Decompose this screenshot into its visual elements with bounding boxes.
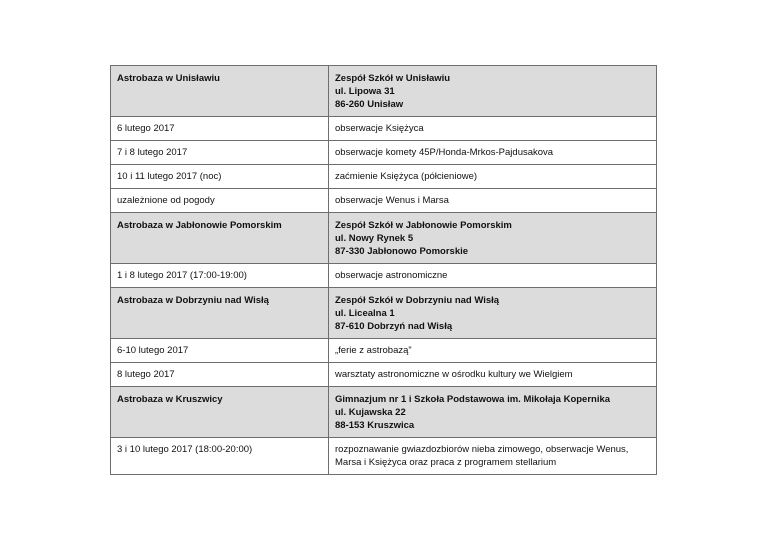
section-header-row	[111, 288, 657, 339]
event-activity: obserwacje Księżyca	[329, 117, 657, 141]
venue-address	[329, 66, 657, 117]
event-row	[111, 264, 657, 288]
event-date: uzależnione od pogody	[111, 189, 329, 213]
event-activity: obserwacje astronomiczne	[329, 264, 657, 288]
address-line: Zespół Szkół w Unisławiu	[335, 73, 451, 84]
venue-address	[329, 288, 657, 339]
address-line: ul. Kujawska 22	[335, 407, 406, 418]
venue-name: Astrobaza w Kruszwicy	[111, 387, 329, 438]
address-line: ul. Licealna 1	[335, 308, 395, 319]
address-line: 88-153 Kruszwica	[335, 420, 415, 431]
address-line: 87-330 Jabłonowo Pomorskie	[335, 246, 469, 257]
event-activity: „ferie z astrobazą”	[329, 339, 657, 363]
address-line: 86-260 Unisław	[335, 99, 404, 110]
section-header-row	[111, 387, 657, 438]
event-activity: warsztaty astronomiczne w ośrodku kultury we Wielgiem	[329, 363, 657, 387]
event-row	[111, 165, 657, 189]
event-date: 8 lutego 2017	[111, 363, 329, 387]
event-date: 7 i 8 lutego 2017	[111, 141, 329, 165]
event-date: 10 i 11 lutego 2017 (noc)	[111, 165, 329, 189]
venue-address	[329, 387, 657, 438]
address-line: Gimnazjum nr 1 i Szkoła Podstawowa im. Mikołaja Kopernika	[335, 394, 611, 405]
document-page	[110, 65, 656, 475]
event-activity: obserwacje Wenus i Marsa	[329, 189, 657, 213]
address-line: Zespół Szkół w Jabłonowie Pomorskim	[335, 220, 512, 231]
address-line: ul. Lipowa 31	[335, 86, 395, 97]
event-row	[111, 117, 657, 141]
event-activity: zaćmienie Księżyca (półcieniowe)	[329, 165, 657, 189]
section-header-row	[111, 213, 657, 264]
address-line: 87-610 Dobrzyń nad Wisłą	[335, 321, 453, 332]
event-row	[111, 363, 657, 387]
event-row	[111, 339, 657, 363]
address-line: ul. Nowy Rynek 5	[335, 233, 414, 244]
section-header-row	[111, 66, 657, 117]
schedule-table	[110, 65, 657, 475]
event-date: 6 lutego 2017	[111, 117, 329, 141]
event-date: 6-10 lutego 2017	[111, 339, 329, 363]
event-row	[111, 141, 657, 165]
venue-name: Astrobaza w Jabłonowie Pomorskim	[111, 213, 329, 264]
venue-address	[329, 213, 657, 264]
event-date: 1 i 8 lutego 2017 (17:00-19:00)	[111, 264, 329, 288]
address-line: Zespół Szkół w Dobrzyniu nad Wisłą	[335, 295, 500, 306]
event-row	[111, 189, 657, 213]
event-activity: obserwacje komety 45P/Honda-Mrkos-Pajdusakova	[329, 141, 657, 165]
venue-name: Astrobaza w Dobrzyniu nad Wisłą	[111, 288, 329, 339]
event-row	[111, 438, 657, 475]
venue-name: Astrobaza w Unisławiu	[111, 66, 329, 117]
event-date: 3 i 10 lutego 2017 (18:00-20:00)	[111, 438, 329, 475]
event-activity: rozpoznawanie gwiazdozbiorów nieba zimowego, obserwacje Wenus, Marsa i Księżyca oraz praca z programem stellarium	[329, 438, 657, 475]
